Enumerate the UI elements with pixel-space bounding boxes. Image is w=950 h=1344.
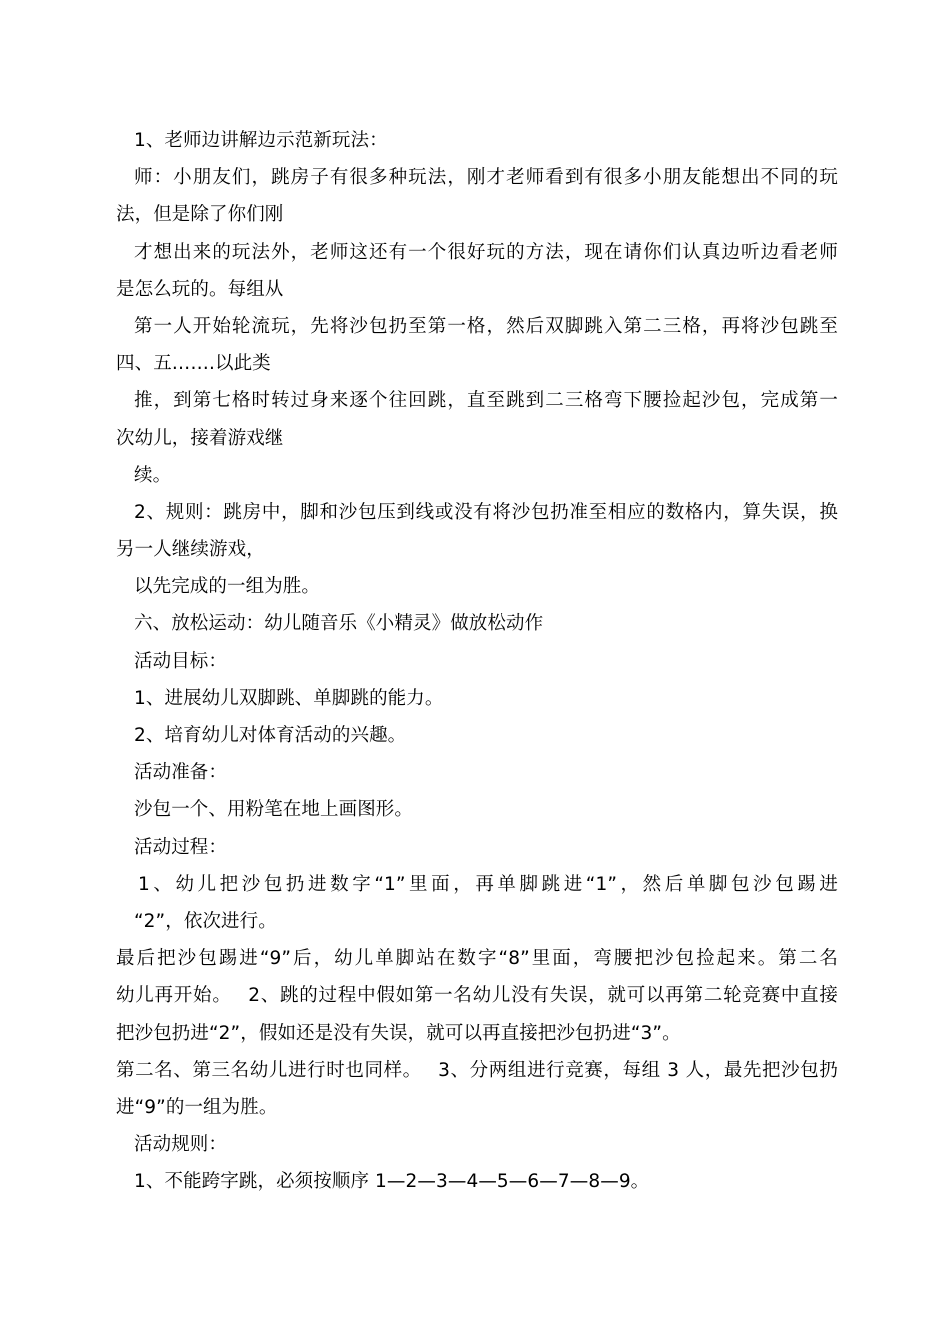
text-line: 才想出来的玩法外，老师这还有一个很好玩的方法，现在请你们认真边听边看老师 bbox=[134, 241, 838, 263]
text-line: 法，但是除了你们刚 bbox=[116, 204, 284, 226]
text-line: 次幼儿，接着游戏继 bbox=[116, 427, 284, 449]
document-body bbox=[116, 122, 838, 1200]
section-heading: 活动准备： bbox=[134, 762, 228, 784]
text-line: 第二名、第三名幼儿进行时也同样。 3、分两组进行竞赛，每组 3 人，最先把沙包扔 bbox=[116, 1059, 838, 1081]
text-line: 2、规则：跳房中，脚和沙包压到线或没有将沙包扔准至相应的数格内，算失误，换 bbox=[134, 501, 838, 523]
text-line: 师：小朋友们，跳房子有很多种玩法，刚才老师看到有很多小朋友能想出不同的玩 bbox=[134, 167, 838, 189]
text-line: 是怎么玩的。每组从 bbox=[116, 278, 284, 300]
text-line: 沙包一个、用粉笔在地上画图形。 bbox=[134, 799, 414, 821]
text-line: 第一人开始轮流玩，先将沙包扔至第一格，然后双脚跳入第二三格，再将沙包跳至 bbox=[134, 315, 838, 337]
text-line: 1、不能跨字跳，必须按顺序 1—2—3—4—5—6—7—8—9。 bbox=[134, 1171, 650, 1193]
text-line: 最后把沙包踢进“9”后，幼儿单脚站在数字“8”里面，弯腰把沙包捡起来。第二名 bbox=[116, 948, 838, 970]
text-line: 2、培育幼儿对体育活动的兴趣。 bbox=[134, 725, 407, 746]
section-heading: 活动目标： bbox=[134, 650, 228, 672]
text-line: “2”，依次进行。 bbox=[134, 910, 277, 932]
text-line: 幼儿再开始。 2、跳的过程中假如第一名幼儿没有失误，就可以再第二轮竞赛中直接 bbox=[116, 985, 838, 1007]
text-line: 进“9”的一组为胜。 bbox=[116, 1096, 278, 1118]
section-heading: 六、放松运动：幼儿随音乐《小精灵》做放松动作 bbox=[134, 613, 544, 635]
section-heading: 活动规则： bbox=[134, 1134, 228, 1156]
text-line: 1、进展幼儿双脚跳、单脚跳的能力。 bbox=[134, 687, 444, 709]
text-line: 以先完成的一组为胜。 bbox=[134, 576, 321, 598]
text-line: 把沙包扔进“2”，假如还是没有失误，就可以再直接把沙包扔进“3”。 bbox=[116, 1022, 681, 1044]
text-line: 1、幼儿把沙包扔进数字“1”里面，再单脚跳进“1”，然后单脚包沙包踢进 bbox=[138, 873, 838, 895]
text-line: 推，到第七格时转过身来逐个往回跳，直至跳到二三格弯下腰捡起沙包，完成第一 bbox=[134, 390, 838, 412]
text-line: 另一人继续游戏， bbox=[116, 539, 265, 561]
text-line: 续。 bbox=[134, 464, 172, 486]
text-line: 1、老师边讲解边示范新玩法： bbox=[134, 130, 388, 151]
section-heading: 活动过程： bbox=[134, 836, 228, 858]
text-line: 四、五…….以此类 bbox=[116, 353, 271, 375]
